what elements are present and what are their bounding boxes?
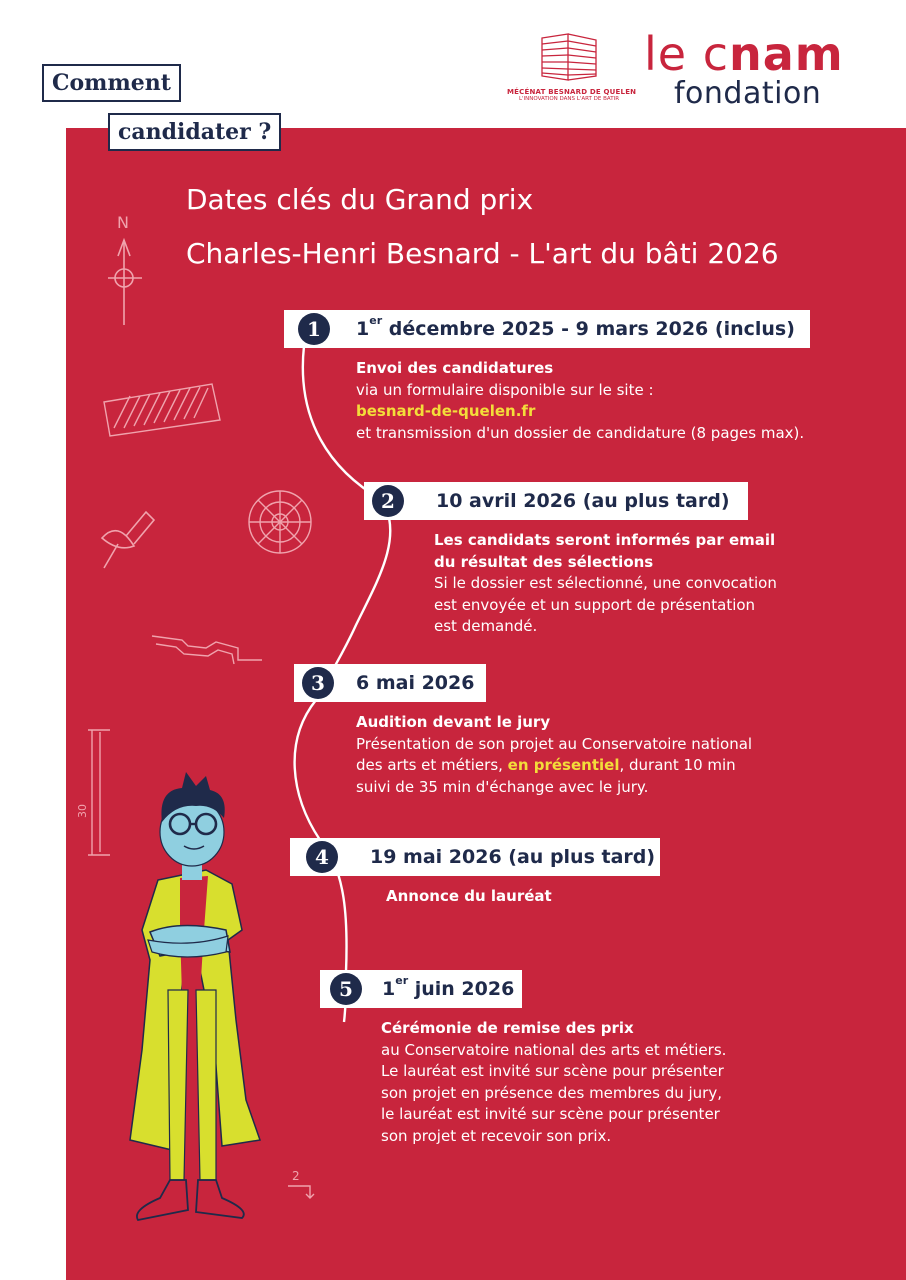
corner-mark-label: 2: [292, 1169, 300, 1183]
step-1-line-b: et transmission d'un dossier de candidature (8 pages max).: [356, 423, 805, 442]
step-4-date: 19 mai 2026 (au plus tard): [370, 846, 656, 868]
step-2-line-2: est envoyée et un support de présentation: [434, 595, 756, 614]
step-5-line-1: au Conservatoire national des arts et métiers.: [381, 1040, 727, 1059]
step-2-number: 2: [372, 485, 404, 517]
step-3-number: 3: [302, 667, 334, 699]
step-5-line-2: Le lauréat est invité sur scène pour présenter: [381, 1062, 724, 1080]
corner-mark-icon: [288, 1186, 314, 1198]
step-1-line-a: via un formulaire disponible sur le site :: [356, 380, 654, 399]
step-2-heading-2: du résultat des sélections: [434, 552, 654, 571]
cnam-nam: nam: [729, 27, 844, 81]
step-3-line-1: Présentation de son projet au Conservatoire national: [356, 734, 753, 753]
step-5-number: 5: [330, 973, 362, 1005]
mecenat-name: MÉCÉNAT BESNARD DE QUELEN: [507, 88, 637, 96]
step-3-date: 6 mai 2026: [356, 672, 475, 694]
mecenat-tagline: L'INNOVATION DANS L'ART DE BATIR: [518, 96, 620, 102]
slab-sketch-icon: [104, 384, 220, 436]
step-2-line-3: est demandé.: [434, 617, 538, 635]
dimension-sketch-icon: [88, 730, 110, 855]
step-4-date-pill: [290, 838, 660, 876]
target-sketch-icon: [249, 491, 311, 553]
step-1-heading: Envoi des candidatures: [356, 359, 554, 377]
page-title-line-1: Dates clés du Grand prix: [186, 183, 534, 216]
step-4-number: 4: [306, 841, 338, 873]
step-3-description: [356, 712, 752, 798]
step-5-line-3: son projet en présence des membres du jury,: [381, 1083, 722, 1102]
dimension-label: 30: [76, 804, 89, 818]
step-2-description: [434, 530, 777, 638]
step-3-line-3: suivi de 35 min d'échange avec le jury.: [356, 777, 649, 796]
pipe-sketch-icon: [152, 636, 262, 664]
website-link[interactable]: besnard-de-quelen.fr: [356, 402, 536, 420]
step-2-date-pill: [364, 482, 748, 520]
step-3-line-2: des arts et métiers, en présentiel, durant 10 min: [356, 756, 736, 774]
step-1-number: 1: [298, 313, 330, 345]
step-5-heading: Cérémonie de remise des prix: [381, 1019, 634, 1037]
step-4-heading: Annonce du lauréat: [386, 887, 552, 905]
character-illustration: [130, 772, 260, 1220]
step-3-date-pill: [294, 664, 486, 702]
cnam-fondation-text: fondation: [674, 76, 822, 111]
step-5-date-pill: [320, 970, 522, 1008]
step-2-heading-1: Les candidats seront informés par email: [434, 531, 776, 549]
compass-n-label: N: [117, 213, 129, 232]
step-2-line-1: Si le dossier est sélectionné, une convocation: [434, 574, 777, 592]
step-1-date-pill: [284, 310, 810, 348]
compass-sketch-icon: [108, 240, 142, 325]
candidater-label: candidater ?: [108, 113, 281, 151]
step-2-date: 10 avril 2026 (au plus tard): [436, 490, 730, 512]
comment-label: Comment: [42, 64, 181, 102]
step-3-heading: Audition devant le jury: [356, 713, 551, 731]
step-1-date: 1er décembre 2025 - 9 mars 2026 (inclus): [356, 314, 795, 340]
step-5-description: [381, 1018, 726, 1147]
in-person-highlight: en présentiel: [507, 756, 620, 774]
step-5-line-5: son projet et recevoir son prix.: [381, 1126, 612, 1145]
step-4-description: [386, 886, 552, 908]
page-title-line-2: Charles-Henri Besnard - L'art du bâti 2026: [186, 237, 779, 270]
step-1-description: [356, 358, 804, 444]
step-5-date: 1er juin 2026: [382, 974, 515, 1000]
tool-sketch-icon: [102, 512, 154, 568]
cnam-le: le c: [644, 27, 729, 81]
step-5-line-4: le lauréat est invité sur scène pour présenter: [381, 1105, 720, 1123]
